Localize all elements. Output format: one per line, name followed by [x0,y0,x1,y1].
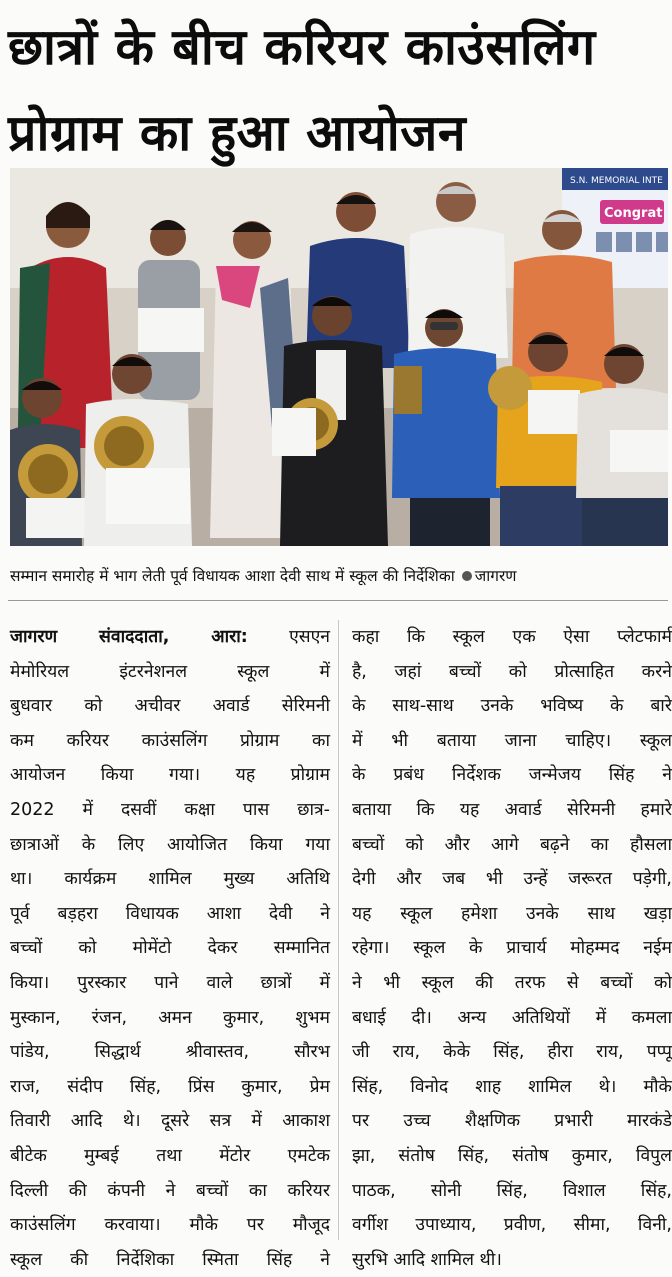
article-line: में भी बताया जाना चाहिए। स्कूल [352,730,672,751]
byline: जागरण संवाददाता, आरा: [10,627,248,647]
article-line: जी राय, केके सिंह, हीरा राय, पप्पू [352,1042,672,1063]
article-line: बीटेक मुम्बई तथा मेंटोर एमटेक [10,1145,330,1166]
article-line: कहा कि स्कूल एक ऐसा प्लेटफार्म [352,627,672,647]
article-line: पाठक, सोनी सिंह, विशाल सिंह, [352,1180,672,1201]
article-line: पांडेय, सिद्धार्थ श्रीवास्तव, सौरभ [10,1042,330,1063]
article-line: बच्चों को और आगे बढ़ने का हौसला [352,834,672,855]
article-line: मेमोरियल इंटरनेशनल स्कूल में [10,661,330,682]
article-line: किया। पुरस्कार पाने वाले छात्रों में [10,972,330,993]
article-line: ने भी स्कूल की तरफ से बच्चों को [352,972,672,993]
article-line: कम करियर काउंसलिंग प्रोग्राम का [10,730,330,751]
caption-text: सम्मान समारोह में भाग लेती पूर्व विधायक आशा देवी साथ में स्कूल की निर्देशिका [10,567,455,585]
article-line: यह स्कूल हमेशा उनके साथ खड़ा [352,903,672,924]
article-line: पूर्व बड़हरा विधायक आशा देवी ने [10,903,330,924]
article-line: के प्रबंध निर्देशक जन्मेजय सिंह ने [352,765,672,786]
article-line: वर्गीश उपाध्याय, प्रवीण, सीमा, विनी, [352,1215,672,1236]
article-column-left [10,620,330,1277]
credit-dot-icon [462,571,472,581]
headline-line-2: प्रोग्राम का हुआ आयोजन [8,104,467,162]
article-line: रहेगा। स्कूल के प्राचार्य मोहम्मद नईम [352,938,672,959]
headline [8,4,664,176]
article-line: आयोजन किया गया। यह प्रोग्राम [10,765,330,786]
article-line: तिवारी आदि थे। दूसरे सत्र में आकाश [10,1111,330,1132]
article-line: झा, संतोष सिंह, संतोष कुमार, विपुल [352,1145,672,1166]
banner-text: Congrat [604,206,663,221]
article-line: दिल्ली की कंपनी ने बच्चों का करियर [10,1180,330,1201]
article-line: है, जहां बच्चों को प्रोत्साहित करने [352,661,672,682]
photo-caption [10,562,668,590]
banner-top-text: S.N. MEMORIAL INTE [570,176,663,186]
column-divider [338,620,339,1240]
article-line: बधाई दी। अन्य अतिथियों में कमला [352,1007,672,1028]
article-line: बच्चों को मोमेंटो देकर सम्मानित [10,938,330,959]
article-line: मुस्कान, रंजन, अमन कुमार, शुभम [10,1007,330,1028]
news-photo [10,168,668,546]
caption-credit: जागरण [474,567,517,585]
article-line: पर उच्च शैक्षणिक प्रभारी मारकंडे [352,1111,672,1132]
article-column-right [352,620,672,1277]
headline-line-1: छात्रों के बीच करियर काउंसलिंग [8,18,596,76]
article-line: छात्राओं के लिए आयोजित किया गया [10,834,330,855]
article-line: सिंह, विनोद शाह शामिल थे। मौके [352,1076,672,1097]
article-line: देगी और जब भी उन्हें जरूरत पड़ेगी, [352,869,672,890]
article-line: बुधवार को अचीवर अवार्ड सेरिमनी [10,696,330,717]
article-line: काउंसलिंग करवाया। मौके पर मौजूद [10,1215,330,1236]
article-line: था। कार्यक्रम शामिल मुख्य अतिथि [10,869,330,890]
article-line: जागरण संवाददाता, आरा: एसएन [10,627,330,647]
article-line: के साथ-साथ उनके भविष्य के बारे [352,696,672,717]
article-line: बताया कि यह अवार्ड सेरिमनी हमारे [352,799,672,820]
article-line: स्कूल की निर्देशिका स्मिता सिंह ने [10,1249,330,1270]
article-line: राज, संदीप सिंह, प्रिंस कुमार, प्रेम [10,1076,330,1097]
article-line: सुरभि आदि शामिल थी। [352,1249,502,1270]
article-line: 2022 में दसवीं कक्षा पास छात्र- [10,799,330,820]
divider [8,600,668,601]
